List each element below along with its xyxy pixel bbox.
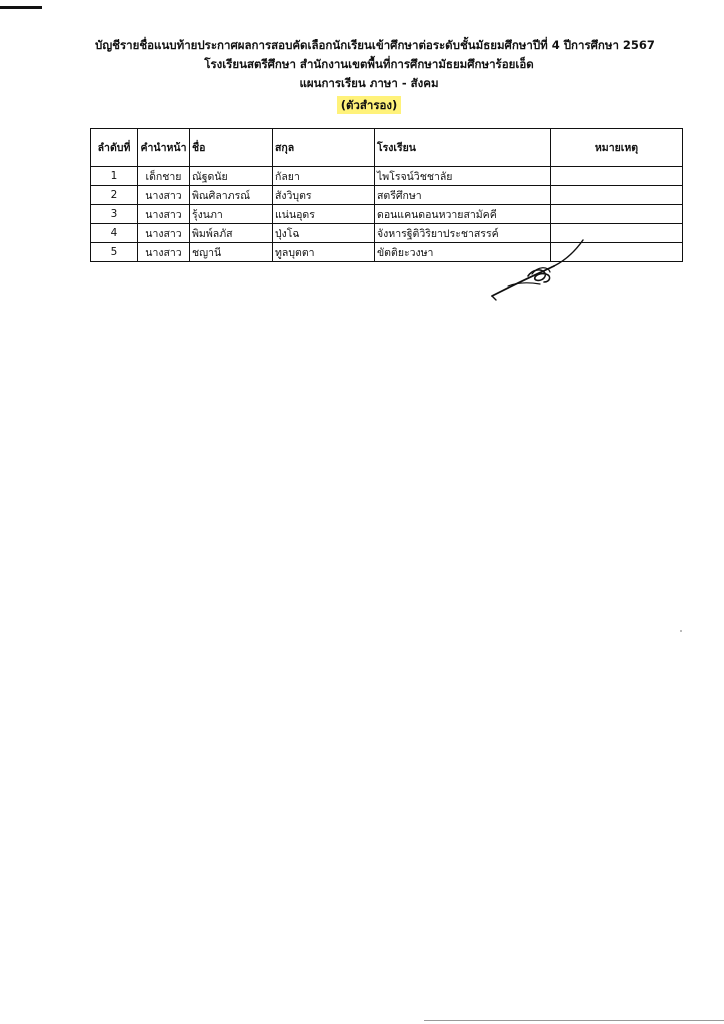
table-header-row — [91, 129, 683, 167]
reserve-label-wrap — [0, 94, 724, 114]
cell-school: สตรีศึกษา — [375, 186, 551, 205]
cell-prefix: นางสาว — [138, 205, 190, 224]
column-header-first-name: ชื่อ — [190, 129, 273, 167]
cell-first-name: พิมพ์ลภัส — [190, 224, 273, 243]
scan-corner-mark — [0, 6, 42, 9]
scan-bottom-edge — [424, 1020, 724, 1021]
table-row — [91, 186, 683, 205]
document-header — [0, 36, 724, 114]
scan-speck — [680, 630, 682, 632]
cell-last-name: กัลยา — [273, 167, 375, 186]
cell-prefix: นางสาว — [138, 224, 190, 243]
school-name: โรงเรียนสตรีศึกษา สำนักงานเขตพื้นที่การศึกษามัธยมศึกษาร้อยเอ็ด — [204, 57, 534, 71]
column-header-school: โรงเรียน — [375, 129, 551, 167]
cell-no: 3 — [91, 205, 138, 224]
cell-first-name: รุ้งนภา — [190, 205, 273, 224]
column-header-no: ลำดับที่ — [91, 129, 138, 167]
cell-first-name: ณัฐดนัย — [190, 167, 273, 186]
cell-first-name: ชญานี — [190, 243, 273, 262]
cell-no: 2 — [91, 186, 138, 205]
study-program: แผนการเรียน ภาษา - สังคม — [299, 76, 439, 90]
reserve-label: (ตัวสำรอง) — [337, 96, 402, 114]
cell-school: ไพโรจน์วิชชาลัย — [375, 167, 551, 186]
cell-prefix: เด็กชาย — [138, 167, 190, 186]
cell-no: 4 — [91, 224, 138, 243]
column-header-last-name: สกุล — [273, 129, 375, 167]
cell-school: ขัตติยะวงษา — [375, 243, 551, 262]
cell-first-name: พิณศิลาภรณ์ — [190, 186, 273, 205]
column-header-prefix: คำนำหน้า — [138, 129, 190, 167]
cell-school: ดอนแคนดอนหวายสามัคคี — [375, 205, 551, 224]
cell-no: 1 — [91, 167, 138, 186]
cell-prefix: นางสาว — [138, 186, 190, 205]
cell-note — [551, 186, 683, 205]
cell-last-name: ทูลบุตตา — [273, 243, 375, 262]
table-row — [91, 167, 683, 186]
cell-last-name: แน่นอุดร — [273, 205, 375, 224]
cell-last-name: ปุ่งโฉ — [273, 224, 375, 243]
cell-note — [551, 167, 683, 186]
cell-last-name: สังวิบุตร — [273, 186, 375, 205]
column-header-note: หมายเหตุ — [551, 129, 683, 167]
table-row — [91, 205, 683, 224]
announcement-title: บัญชีรายชื่อแนบท้ายประกาศผลการสอบคัดเลือกนักเรียนเข้าศึกษาต่อระดับชั้นมัธยมศึกษาปีที่ 4 ปีการศึกษา 2567 — [95, 38, 655, 52]
cell-no: 5 — [91, 243, 138, 262]
handwritten-signature — [488, 236, 618, 304]
cell-school: จังหารฐิติวิริยาประชาสรรค์ — [375, 224, 551, 243]
cell-prefix: นางสาว — [138, 243, 190, 262]
cell-note — [551, 205, 683, 224]
